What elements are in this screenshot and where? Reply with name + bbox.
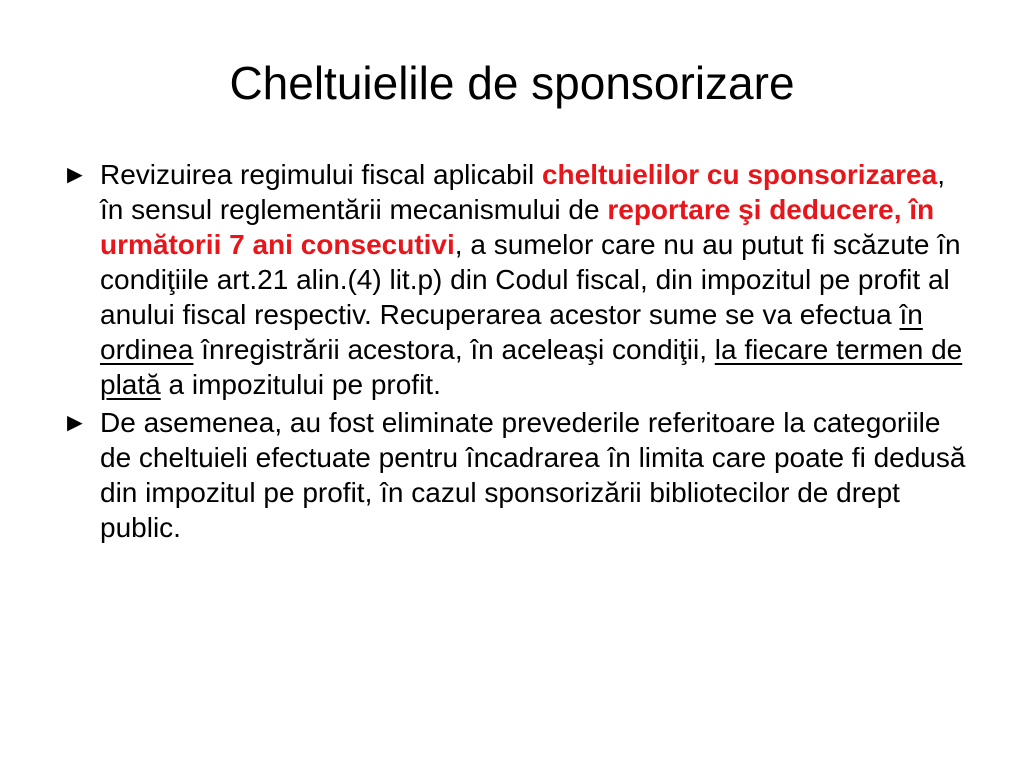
bullet-2-text: De asemenea, au fost eliminate prevederile referitoare la categoriile de cheltuieli efectuate pentru încadrarea în limita care poate fi dedusă din impozitul pe profit, în cazul sponsorizării bibliotecilor de drept public. — [100, 407, 966, 543]
bullet-item-2 — [62, 405, 974, 545]
bullet-1-text-part: , în sensul reglementării mecanismului de — [100, 159, 945, 225]
bullet-list — [62, 157, 974, 548]
underlined-payment-term: la fiecare termen de plată — [100, 334, 963, 400]
bullet-1-text-part: înregistrării acestora, în aceleaşi condiţii, — [193, 334, 715, 365]
bullet-1-text-part: Revizuirea regimului fiscal aplicabil — [100, 159, 542, 190]
bullet-1-text — [100, 159, 962, 400]
highlight-sponsorship-costs: cheltuielilor cu sponsorizarea — [541, 159, 938, 190]
slide-title: Cheltuielile de sponsorizare — [229, 57, 795, 109]
bullet-1-text-part: a impozitului pe profit. — [160, 369, 441, 400]
highlight-carry-forward: reportare şi deducere, în următorii 7 ani consecutivi — [100, 194, 935, 260]
underlined-in-order: în ordinea — [100, 299, 923, 365]
bullet-item-1 — [62, 157, 974, 402]
bullet-1-text-part: , a sumelor care nu au putut fi scăzute în condiţiile art.21 alin.(4) lit.p) din Codul fiscal, din impozitul pe profit al anului fiscal respectiv. Recuperarea acestor sume se va efectua — [100, 229, 961, 330]
triangle-bullet-icon: ► — [62, 159, 88, 189]
triangle-bullet-icon: ► — [62, 407, 88, 437]
